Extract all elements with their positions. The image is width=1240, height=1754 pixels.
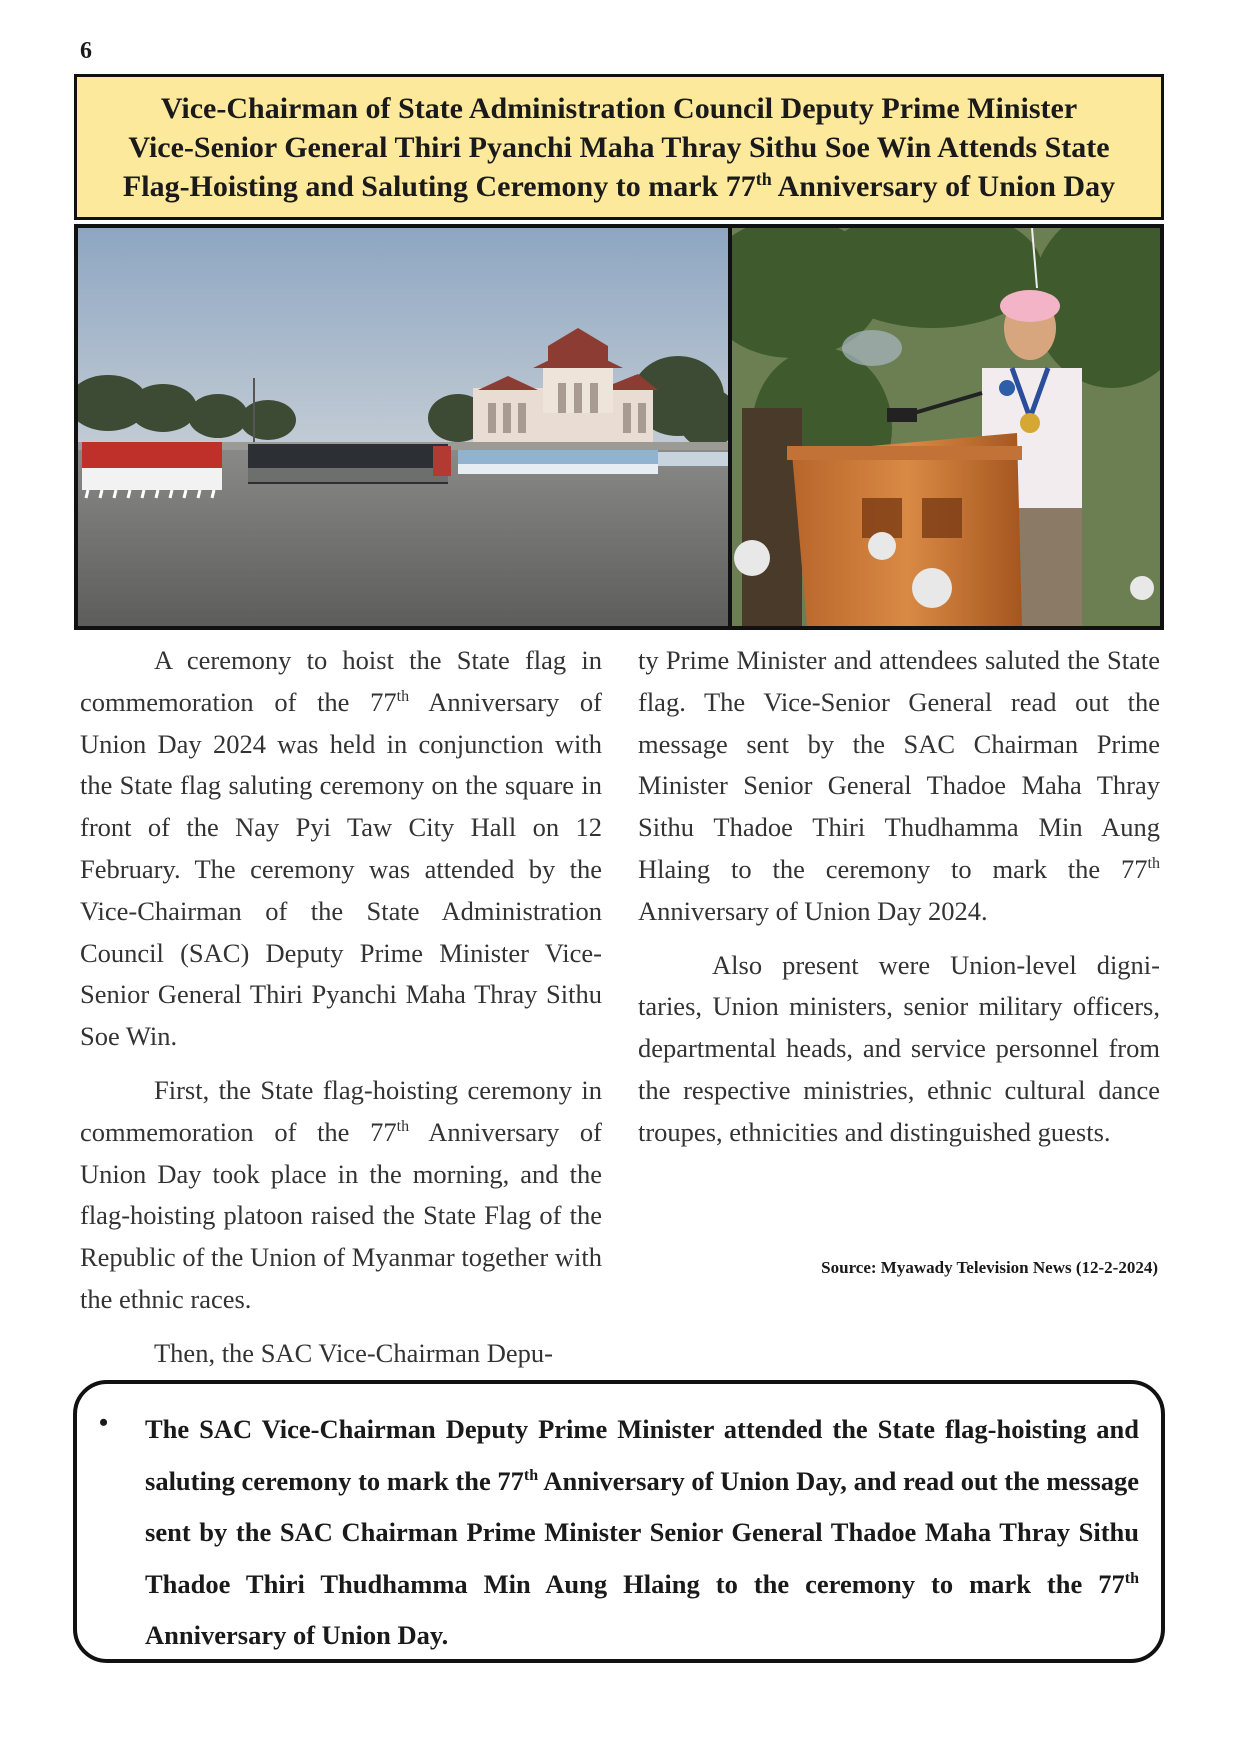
page-number: 6 xyxy=(80,38,92,64)
column-right xyxy=(638,640,1160,1166)
title-line-1: Vice-Chairman of State Administration Council Deputy Prime Minister xyxy=(160,91,1078,125)
article-title xyxy=(74,74,1164,220)
title-line-2: Vice-Senior General Thiri Pyanchi Maha Thray Sithu Soe Win Attends State xyxy=(128,130,1110,164)
title-line-3: Flag-Hoisting and Saluting Ceremony to mark 77th Anniversary of Union Day xyxy=(122,168,1116,203)
paragraph-1: A ceremony to hoist the State flag in commemoration of the 77th Anniversary of Union Day 2024 was held in conjunction with the State flag saluting ceremony on the square in front of the Nay Pyi Taw City Hall on 12 February. The ceremony was attended by the Vice-Chairman of the State Administration Council (SAC) Deputy Prime Minister Vice-Senior General Thiri Pyanchi Maha Thray Sithu Soe Win. xyxy=(80,645,603,1052)
column-left xyxy=(80,640,602,1387)
summary-box xyxy=(73,1380,1165,1663)
source-credit: Source: Myawady Television News (12-2-2024) xyxy=(821,1258,1158,1277)
paragraph-4: Also present were Union-level dignitaries, Union ministers, senior military officers, departmental heads, and service personnel from the respective ministries, ethnic cultural dance troupes, ethnicities and distinguished guests. xyxy=(638,949,1160,1147)
photo-strip xyxy=(74,224,1164,630)
paragraph-3-continued: ty Prime Minister and attendees saluted the State flag. The Vice-Senior General read out the message sent by the SAC Chairman Prime Minister Senior General Thadoe Maha Thray Sithu Thadoe Thiri Thudhamma Min Aung Hlaing to the ceremony to mark the 77th Anniversary of Union Day 2024. xyxy=(638,645,1160,926)
bullet-icon: • xyxy=(99,1408,109,1437)
paragraph-2: First, the State flag-hoisting ceremony in commemoration of the 77th Anniversary of Union Day took place in the morning, and the flag-hoisting platoon raised the State Flag of the Republic of the Union of Myanmar together with the ethnic races. xyxy=(80,1074,603,1314)
summary-text: The SAC Vice-Chairman Deputy Prime Minister attended the State flag-hoisting and saluting ceremony to mark the 77th Anniversary of Union Day, and read out the message sent by the SAC Chairman Prime Minister Senior General Thadoe Maha Thray Sithu Thadoe Thiri Thudhamma Min Aung Hlaing to the ceremony to mark the 77th Anniversary of Union Day. xyxy=(145,1414,1139,1650)
paragraph-3-start: Then, the SAC Vice-Chairman Depu- xyxy=(154,1337,554,1368)
ceremony-parade-photo xyxy=(78,228,728,626)
speaker-podium-photo xyxy=(732,228,1160,626)
